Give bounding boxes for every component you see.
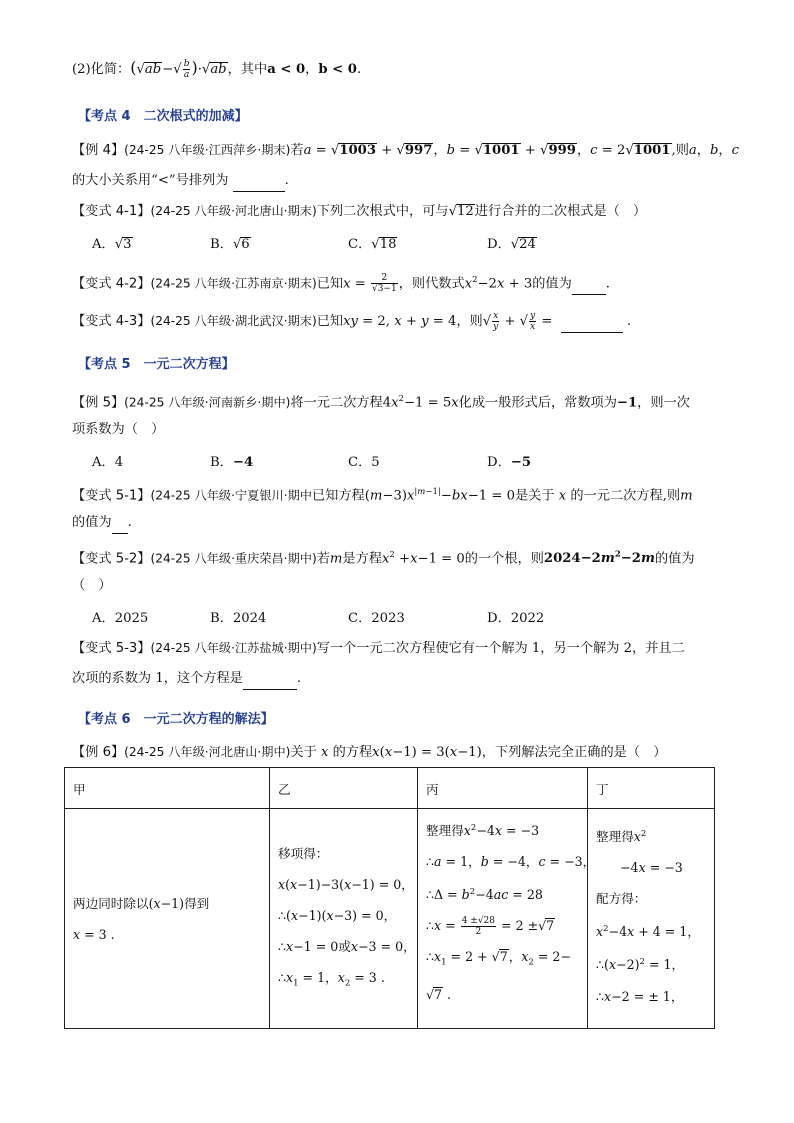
option-c: C．√18 — [348, 237, 397, 252]
option-a: A．2025 — [92, 611, 149, 626]
example-6: 【例 6】(24-25 八年级·河北唐山·期中)关于 x 的方程x(x−1) = 3(x−1)，下列解法完全正确的是（ ） — [72, 745, 667, 760]
variant-4-3: 【变式 4-3】(24-25 八年级·湖北武汉·期末)已知xy = 2, x + y = 4，则√ $\frac{x}{y}$ + √ $\frac{y}{x}$ = . — [72, 311, 632, 332]
option-c: C．5 — [348, 455, 380, 470]
answer-blank[interactable] — [561, 312, 623, 333]
answer-blank[interactable] — [233, 171, 285, 192]
example-4: 【例 4】(24-25 八年级·江西萍乡·期末)若a = √1003 + √997，b = √1001 + √999，c = 2√1001,则a，b，c — [72, 143, 739, 158]
option-b: B．2024 — [210, 611, 267, 626]
solution-bing: 整理得$x^2-4x = -3$ ∴a = 1，b = −4，c = −3， ∴Δ = $b^2-4ac = 28$ ∴x = $\frac{4 \pm√28}{2}$ = 2 ±√7 $\therefore x_1 = 2 + √7$，$x_2 = 2-$ √7 . — [418, 809, 588, 1029]
variant-5-3-line-2: 次项的系数为 1，这个方程是 . — [72, 669, 301, 690]
variant-5-2: 【变式 5-2】(24-25 八年级·重庆荣昌·期中)若m是方程$x^2 +x-1 = 0$的一个根，则$2024-2m^2-2m$的值为 — [72, 550, 695, 567]
option-b: B．−4 — [210, 455, 254, 470]
section-heading-6: 【考点 6 一元二次方程的解法】 — [78, 712, 274, 727]
option-d: D．√24 — [487, 237, 536, 252]
option-b: B．√6 — [210, 237, 250, 252]
variant-5-3: 【变式 5-3】(24-25 八年级·江苏盐城·期中)写一个一元二次方程使它有一个解为 1，另一个解为 2，并且二 — [72, 641, 685, 656]
question-2-simplify: (2)化简：(√ab−√ $\frac{b}{a}$ )·√ab，其中a < 0，b < 0. — [72, 58, 362, 80]
option-c: C．2023 — [348, 611, 405, 626]
answer-blank[interactable] — [112, 513, 128, 534]
header-ding: 丁 — [588, 768, 715, 809]
header-yi: 乙 — [270, 768, 418, 809]
variant-5-1: 【变式 5-1】(24-25 八年级·宁夏银川·期中已知方程$(m-3)x^{|m-1|}-bx-1 = 0$是关于 x 的一元二次方程,则m — [72, 487, 693, 504]
example-4-line-2: 的大小关系用“<”号排列为 . — [72, 171, 289, 192]
header-bing: 丙 — [418, 768, 588, 809]
example-5: 【例 5】(24-25 八年级·河南新乡·期中)将一元二次方程$4x^2-1 = 5x$化成一般形式后，常数项为−1，则一次 — [72, 394, 690, 411]
section-heading-5: 【考点 5 一元二次方程】 — [78, 357, 235, 372]
variant-4-2: 【变式 4-2】(24-25 八年级·江苏南京·期末)已知x = $\frac{2}{√3-1}$ ，则代数式$x^2-2x + 3$的值为 . — [72, 273, 610, 295]
example-5-line-2: 项系数为（ ） — [72, 422, 165, 437]
solution-jia: 两边同时除以(x−1)得到 x = 3 . — [65, 809, 270, 1029]
section-heading-4: 【考点 4 二次根式的加减】 — [78, 109, 248, 124]
header-jia: 甲 — [65, 768, 270, 809]
option-d: D．2022 — [487, 611, 545, 626]
solution-ding: 整理得$x^2$ −4x = −3 配方得： $x^2-4x + 4 = 1$， $\therefore(x-2)^2 = 1$， ∴x−2 = ± 1， — [588, 809, 715, 1029]
option-a: A．4 — [92, 455, 124, 470]
option-a: A．√3 — [92, 237, 132, 252]
variant-4-1: 【变式 4-1】(24-25 八年级·河北唐山·期末)下列二次根式中，可与√12进行合并的二次根式是（ ） — [72, 204, 647, 219]
answer-blank[interactable] — [572, 274, 606, 295]
variant-5-2-line-2: （ ） — [72, 578, 112, 593]
q2-prefix: (2)化简： — [72, 62, 131, 77]
variant-5-1-line-2: 的值为 . — [72, 513, 132, 534]
option-d: D．−5 — [487, 455, 531, 470]
solution-yi: 移项得： x(x−1)−3(x−1) = 0， ∴(x−1)(x−3) = 0， ∴x−1 = 0或x−3 = 0， $\therefore x_1 = 1$，$x_2 = 3$ . — [270, 809, 418, 1029]
answer-blank[interactable] — [243, 669, 297, 690]
solutions-table — [64, 767, 715, 1029]
